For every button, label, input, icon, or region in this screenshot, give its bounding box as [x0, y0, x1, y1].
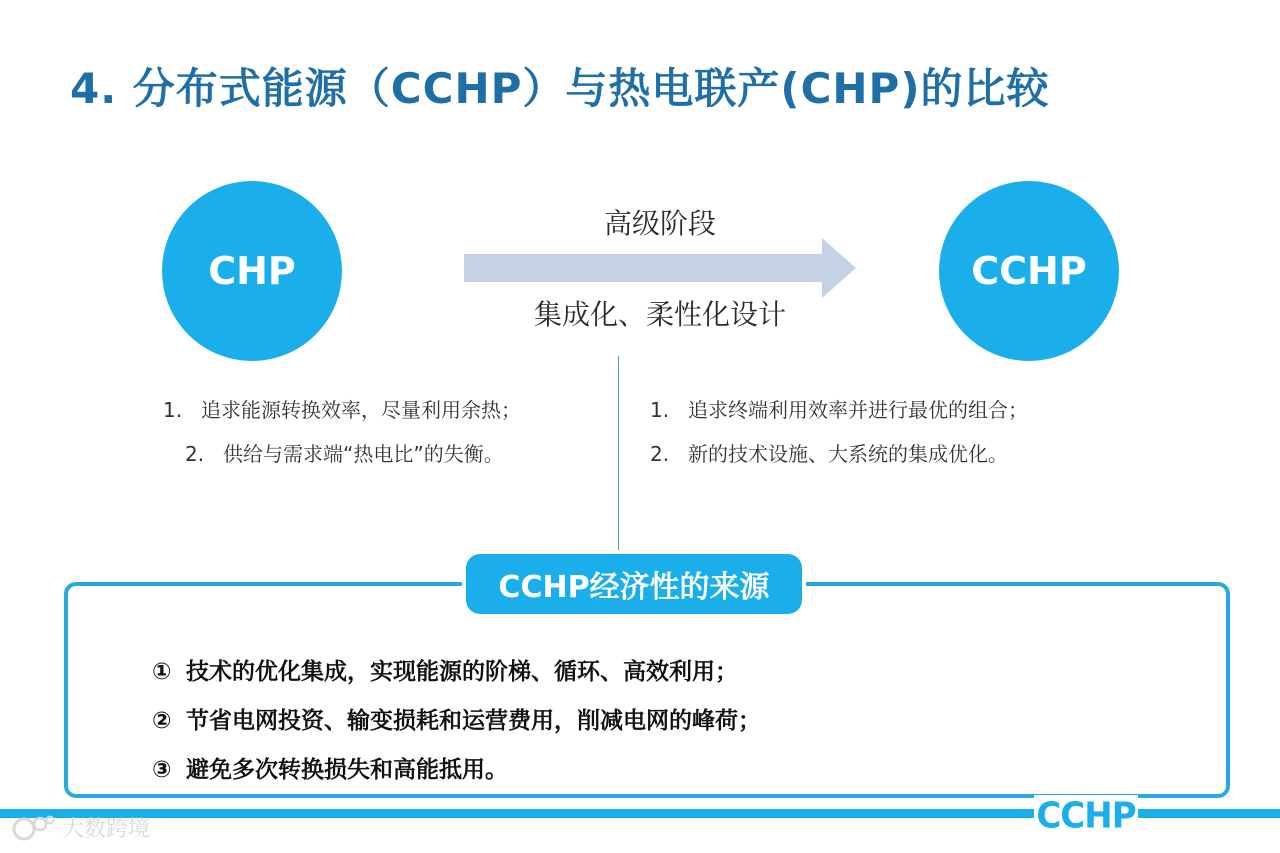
list-item-text: 追求终端利用效率并进行最优的组合；	[688, 398, 1028, 422]
chp-circle	[162, 181, 342, 361]
vertical-divider	[618, 356, 619, 552]
list-item-number: 2.	[650, 442, 670, 466]
page-title: 4. 分布式能源（CCHP）与热电联产(CHP)的比较	[70, 64, 1050, 113]
list-item-text: 避免多次转换损失和高能抵用。	[186, 757, 508, 783]
list-item	[163, 388, 521, 432]
list-item-number: 1.	[650, 398, 670, 422]
list-item-number: 2.	[185, 442, 205, 466]
arrow-top-label: 高级阶段	[603, 207, 716, 240]
list-item	[650, 388, 1028, 432]
arrow-bottom-label: 集成化、柔性化设计	[533, 298, 786, 331]
list-item-text: 新的技术设施、大系统的集成优化。	[688, 442, 1008, 466]
economics-heading: CCHP经济性的来源	[466, 554, 802, 614]
list-item	[163, 432, 521, 476]
chp-circle-label: CHP	[208, 249, 296, 293]
list-item-marker: ①	[152, 659, 172, 685]
list-item-number: 1.	[163, 398, 183, 422]
cchp-circle-label: CCHP	[971, 249, 1087, 293]
cchp-circle	[939, 181, 1119, 361]
list-item	[152, 697, 761, 746]
list-item	[650, 432, 1028, 476]
watermark	[10, 812, 150, 843]
footer-logo: CCHP	[1034, 795, 1138, 837]
list-item-text: 节省电网投资、输变损耗和运营费用，削减电网的峰荷；	[186, 708, 761, 734]
list-item-marker: ③	[152, 757, 172, 783]
list-item	[152, 648, 761, 697]
chp-points-list	[163, 388, 521, 476]
list-item	[152, 746, 761, 795]
list-item-marker: ②	[152, 708, 172, 734]
watermark-logo-icon	[10, 813, 56, 843]
list-item-text: 技术的优化集成，实现能源的阶梯、循环、高效利用；	[186, 659, 738, 685]
economics-list	[152, 648, 761, 795]
cchp-points-list	[650, 388, 1028, 476]
list-item-text: 供给与需求端“热电比”的失衡。	[223, 442, 504, 466]
list-item-text: 追求能源转换效率，尽量利用余热；	[201, 398, 521, 422]
watermark-text: 大数跨境	[62, 817, 151, 842]
right-arrow-icon	[464, 238, 856, 298]
